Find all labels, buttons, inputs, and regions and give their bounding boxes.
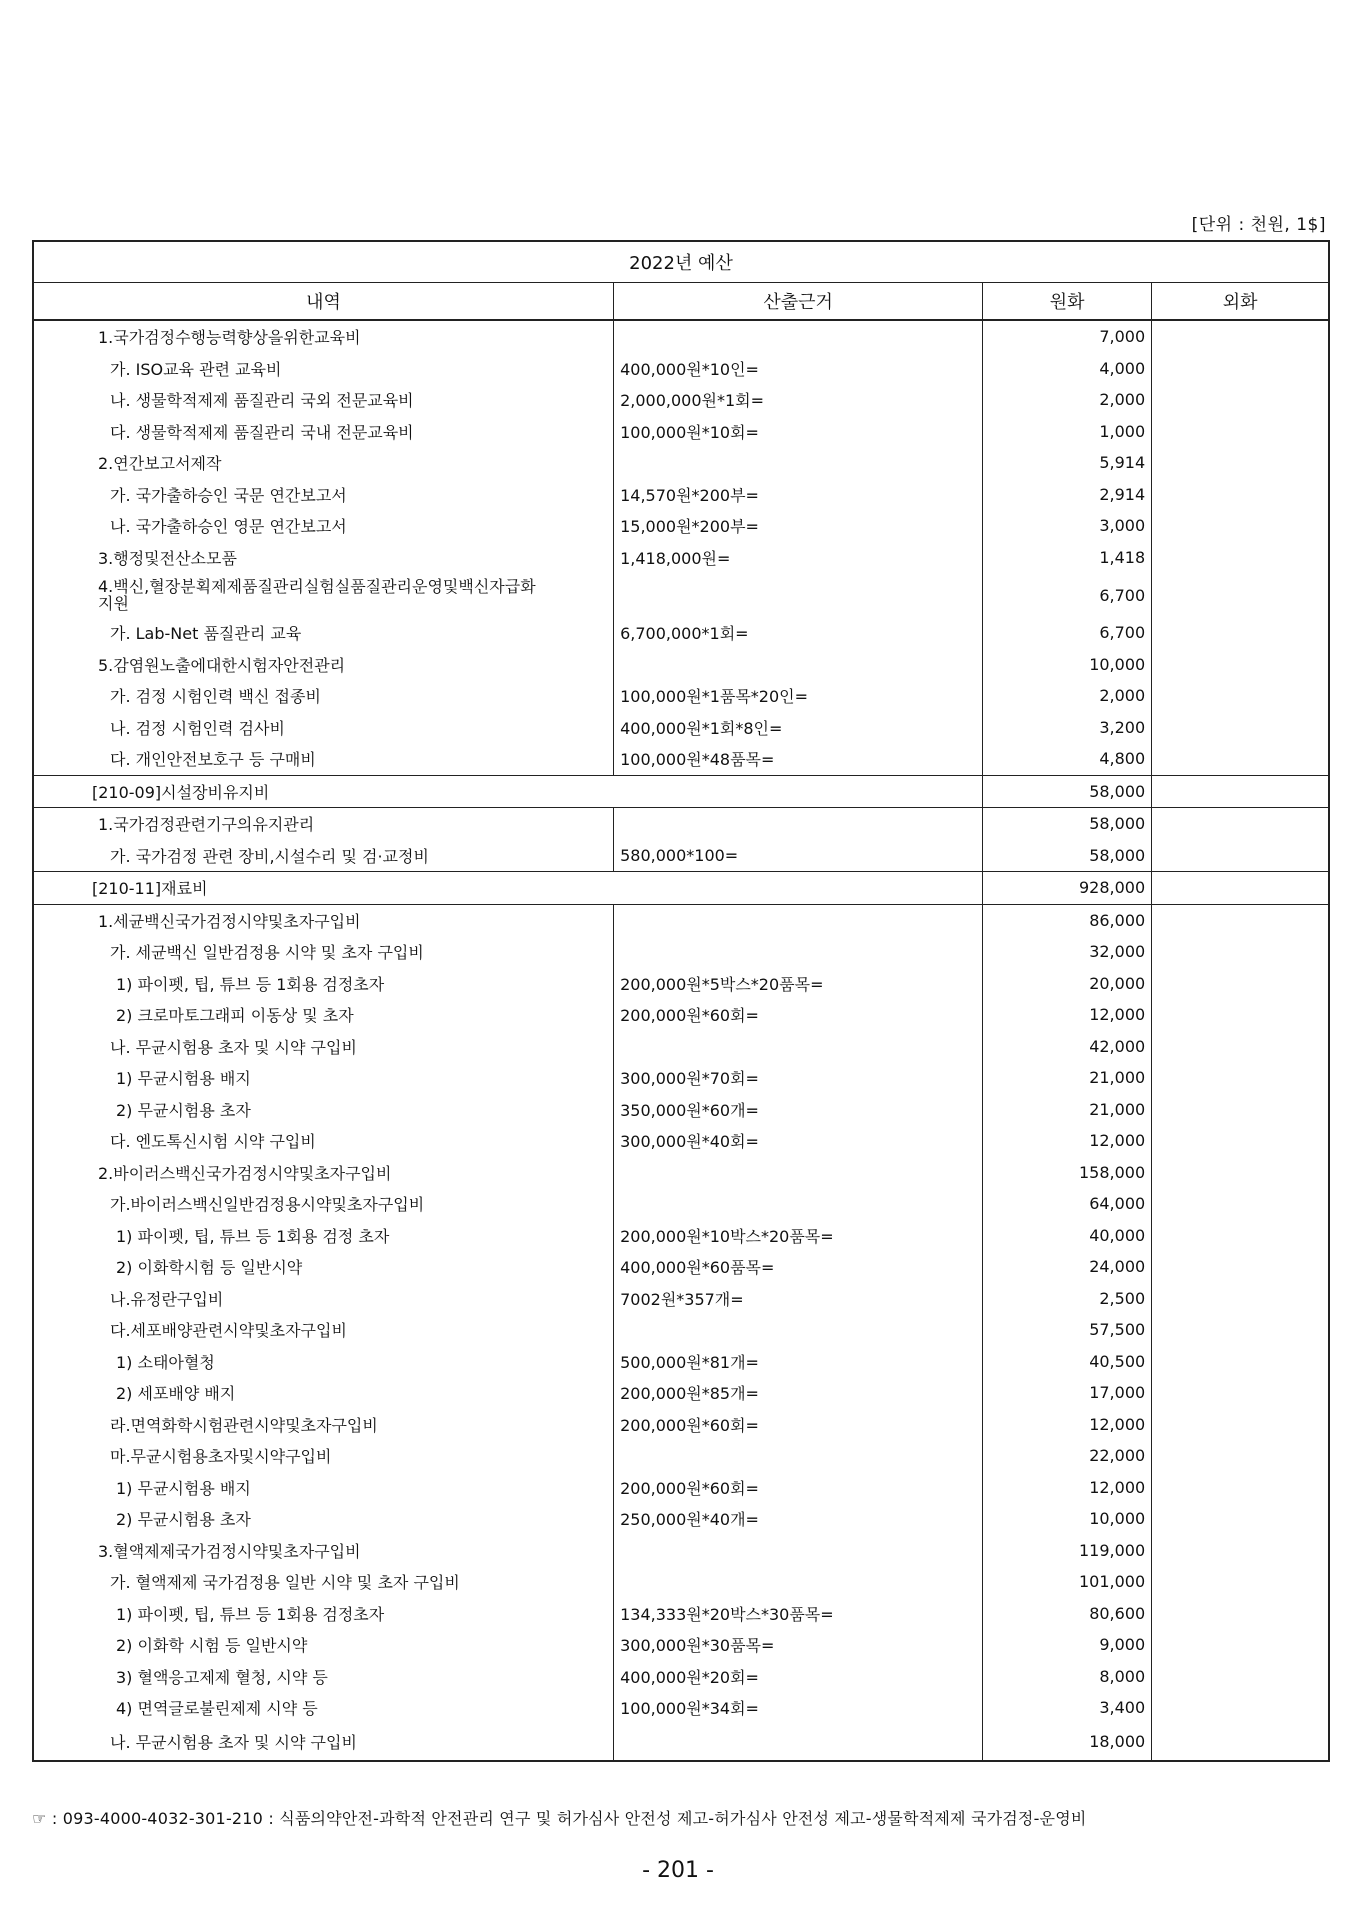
foreign-cell [1152, 712, 1329, 744]
basis-cell [614, 1031, 983, 1063]
krw-cell: 3,000 [983, 510, 1152, 542]
item-cell [33, 416, 614, 448]
item-cell [33, 617, 614, 649]
table-row [33, 573, 1329, 617]
table-row [33, 680, 1329, 712]
table-row [33, 936, 1329, 968]
basis-cell [614, 808, 983, 840]
basis-cell [614, 1535, 983, 1567]
basis-cell [614, 1188, 983, 1220]
item-text: 4) 면역글로불린제제 시약 등 [116, 1699, 318, 1719]
item-cell [33, 999, 614, 1031]
item-text: 1) 무균시험용 배지 [116, 1069, 251, 1089]
basis-cell [614, 936, 983, 968]
item-text: 3.혈액제제국가검정시약및초자구입비 [98, 1541, 361, 1561]
basis-cell [614, 1724, 983, 1761]
krw-cell: 42,000 [983, 1031, 1152, 1063]
krw-cell: 64,000 [983, 1188, 1152, 1220]
item-text: 1.국가검정관련기구의유지관리 [98, 815, 315, 835]
item-cell [33, 904, 614, 936]
foreign-cell [1152, 1629, 1329, 1661]
item-text: 2.연간보고서제작 [98, 454, 222, 474]
item-text: 가. 국가검정 관련 장비,시설수리 및 검·교정비 [110, 846, 429, 866]
item-text: 마.무균시험용초자및시약구입비 [110, 1447, 332, 1467]
item-cell [33, 1440, 614, 1472]
table-row [33, 416, 1329, 448]
item-cell [33, 1598, 614, 1630]
krw-cell: 10,000 [983, 649, 1152, 681]
basis-cell: 15,000원*200부= [614, 510, 983, 542]
foreign-cell [1152, 416, 1329, 448]
item-text: 나. 무균시험용 초자 및 시약 구입비 [110, 1733, 357, 1752]
foreign-cell [1152, 510, 1329, 542]
krw-cell: 20,000 [983, 968, 1152, 1000]
item-cell [33, 1661, 614, 1693]
foreign-cell [1152, 775, 1329, 808]
basis-cell: 200,000원*5박스*20품목= [614, 968, 983, 1000]
item-cell [33, 1220, 614, 1252]
table-row [33, 384, 1329, 416]
item-cell [33, 573, 614, 617]
item-text: 2) 이화학시험 등 일반시약 [116, 1258, 303, 1278]
basis-cell [614, 1314, 983, 1346]
krw-cell: 119,000 [983, 1535, 1152, 1567]
item-text: 4.백신,혈장분획제제품질관리실험실품질관리운영및백신자급화 [98, 577, 536, 596]
item-cell [33, 1062, 614, 1094]
item-text: 2) 이화학 시험 등 일반시약 [116, 1636, 308, 1656]
foreign-cell [1152, 808, 1329, 840]
item-text: 다. 개인안전보호구 등 구매비 [110, 750, 316, 770]
item-cell [33, 1251, 614, 1283]
basis-cell: 200,000원*60회= [614, 1409, 983, 1441]
foreign-cell [1152, 479, 1329, 511]
foreign-cell [1152, 1062, 1329, 1094]
basis-cell [614, 447, 983, 479]
foreign-cell [1152, 1472, 1329, 1504]
foreign-cell [1152, 542, 1329, 574]
table-row [33, 1188, 1329, 1220]
krw-cell: 928,000 [983, 872, 1152, 905]
basis-cell [614, 1440, 983, 1472]
krw-cell: 7,000 [983, 320, 1152, 353]
basis-cell: 200,000원*60회= [614, 1472, 983, 1504]
table-row [33, 1661, 1329, 1693]
basis-cell: 300,000원*40회= [614, 1125, 983, 1157]
table-row [33, 1377, 1329, 1409]
basis-cell: 100,000원*1품목*20인= [614, 680, 983, 712]
item-text: 가. ISO교육 관련 교육비 [110, 359, 282, 379]
item-text: 1) 파이펫, 팁, 튜브 등 1회용 검정초자 [116, 974, 385, 994]
table-row [33, 1472, 1329, 1504]
foreign-cell [1152, 384, 1329, 416]
basis-cell [614, 649, 983, 681]
unit-note: [단위 : 천원, 1$] [1191, 215, 1326, 235]
item-text: 나. 국가출하승인 영문 연간보고서 [110, 517, 347, 537]
item-text: 1.국가검정수행능력향상을위한교육비 [98, 328, 361, 348]
item-cell [33, 510, 614, 542]
krw-cell: 2,000 [983, 680, 1152, 712]
table-row [33, 1566, 1329, 1598]
item-cell [33, 447, 614, 479]
foreign-cell [1152, 1409, 1329, 1441]
foreign-cell [1152, 1503, 1329, 1535]
basis-cell [614, 904, 983, 936]
foreign-cell [1152, 904, 1329, 936]
foreign-cell [1152, 936, 1329, 968]
foreign-cell [1152, 1251, 1329, 1283]
item-text: 1) 파이펫, 팁, 튜브 등 1회용 검정 초자 [116, 1226, 390, 1246]
krw-cell: 58,000 [983, 808, 1152, 840]
krw-cell: 58,000 [983, 840, 1152, 872]
item-cell [33, 712, 614, 744]
foreign-cell [1152, 1220, 1329, 1252]
col-header-basis: 산출근거 [614, 283, 983, 321]
table-row [33, 1062, 1329, 1094]
item-cell [33, 775, 983, 808]
item-text: 나.유정란구입비 [110, 1289, 224, 1309]
foreign-cell [1152, 320, 1329, 353]
basis-cell: 350,000원*60개= [614, 1094, 983, 1126]
item-cell [33, 542, 614, 574]
basis-cell: 200,000원*60회= [614, 999, 983, 1031]
item-cell [33, 1377, 614, 1409]
table-row [33, 1692, 1329, 1724]
item-cell [33, 384, 614, 416]
basis-cell: 1,418,000원= [614, 542, 983, 574]
krw-cell: 8,000 [983, 1661, 1152, 1693]
item-text: 가. 국가출하승인 국문 연간보고서 [110, 485, 347, 505]
basis-cell: 400,000원*10인= [614, 353, 983, 385]
foreign-cell [1152, 1598, 1329, 1630]
col-header-item: 내역 [33, 283, 614, 321]
item-cell [33, 1692, 614, 1724]
item-cell [33, 872, 983, 905]
item-cell [33, 479, 614, 511]
table-row [33, 1314, 1329, 1346]
item-cell [33, 1157, 614, 1189]
krw-cell: 6,700 [983, 573, 1152, 617]
table-row [33, 542, 1329, 574]
basis-cell: 100,000원*10회= [614, 416, 983, 448]
basis-cell [614, 573, 983, 617]
basis-cell: 200,000원*10박스*20품목= [614, 1220, 983, 1252]
year-header: 2022년 예산 [33, 241, 1329, 283]
basis-cell: 250,000원*40개= [614, 1503, 983, 1535]
krw-cell: 86,000 [983, 904, 1152, 936]
basis-cell [614, 320, 983, 353]
item-cell [33, 1031, 614, 1063]
item-cell [33, 968, 614, 1000]
basis-cell: 400,000원*20회= [614, 1661, 983, 1693]
krw-cell: 58,000 [983, 775, 1152, 808]
item-text: 3) 혈액응고제제 혈청, 시약 등 [116, 1667, 328, 1687]
basis-cell: 134,333원*20박스*30품목= [614, 1598, 983, 1630]
item-text: 5.감염원노출에대한시험자안전관리 [98, 655, 346, 675]
foreign-cell [1152, 1094, 1329, 1126]
item-text: 다.세포배양관련시약및초자구입비 [110, 1321, 347, 1341]
item-text: 1) 파이펫, 팁, 튜브 등 1회용 검정초자 [116, 1604, 385, 1624]
krw-cell: 4,800 [983, 743, 1152, 775]
krw-cell: 6,700 [983, 617, 1152, 649]
item-cell [33, 1724, 614, 1761]
foreign-cell [1152, 1031, 1329, 1063]
krw-cell: 5,914 [983, 447, 1152, 479]
krw-cell: 22,000 [983, 1440, 1152, 1472]
basis-cell: 400,000원*60품목= [614, 1251, 983, 1283]
foreign-cell [1152, 1535, 1329, 1567]
foreign-cell [1152, 1661, 1329, 1693]
krw-cell: 21,000 [983, 1062, 1152, 1094]
table-row [33, 479, 1329, 511]
krw-cell: 3,400 [983, 1692, 1152, 1724]
item-cell [33, 743, 614, 775]
item-cell [33, 320, 614, 353]
item-cell [33, 1503, 614, 1535]
table-row [33, 1346, 1329, 1378]
krw-cell: 24,000 [983, 1251, 1152, 1283]
page-number: - 201 - [642, 1858, 714, 1883]
basis-cell: 14,570원*200부= [614, 479, 983, 511]
table-row [33, 1409, 1329, 1441]
table-row [33, 968, 1329, 1000]
foreign-cell [1152, 680, 1329, 712]
item-text: 1) 소태아혈청 [116, 1352, 215, 1372]
table-row [33, 1094, 1329, 1126]
item-cell [33, 1535, 614, 1567]
table-row [33, 617, 1329, 649]
section-row [33, 775, 1329, 808]
table-row [33, 1157, 1329, 1189]
item-cell [33, 840, 614, 872]
item-text: [210-11]재료비 [92, 879, 208, 899]
footnote: ☞ : 093-4000-4032-301-210 : 식품의약안전-과학적 안전관리 연구 및 허가심사 안전성 제고-허가심사 안전성 제고-생물학적제제 국가검정-운영비 [32, 1809, 1087, 1828]
item-text: 2) 크로마토그래피 이동상 및 초자 [116, 1006, 354, 1026]
krw-cell: 2,500 [983, 1283, 1152, 1315]
foreign-cell [1152, 872, 1329, 905]
foreign-cell [1152, 353, 1329, 385]
basis-cell: 7002원*357개= [614, 1283, 983, 1315]
foreign-cell [1152, 999, 1329, 1031]
basis-cell: 300,000원*30품목= [614, 1629, 983, 1661]
foreign-cell [1152, 1125, 1329, 1157]
krw-cell: 12,000 [983, 1472, 1152, 1504]
item-text: 나. 검정 시험인력 검사비 [110, 718, 285, 738]
krw-cell: 2,000 [983, 384, 1152, 416]
krw-cell: 1,418 [983, 542, 1152, 574]
section-row [33, 872, 1329, 905]
basis-cell: 400,000원*1회*8인= [614, 712, 983, 744]
foreign-cell [1152, 1440, 1329, 1472]
item-text: 나. 무균시험용 초자 및 시약 구입비 [110, 1037, 357, 1057]
basis-cell [614, 1157, 983, 1189]
item-cell [33, 1188, 614, 1220]
krw-cell: 101,000 [983, 1566, 1152, 1598]
foreign-cell [1152, 1346, 1329, 1378]
krw-cell: 12,000 [983, 1409, 1152, 1441]
krw-cell: 9,000 [983, 1629, 1152, 1661]
foreign-cell [1152, 617, 1329, 649]
krw-cell: 57,500 [983, 1314, 1152, 1346]
krw-cell: 10,000 [983, 1503, 1152, 1535]
table-row [33, 1283, 1329, 1315]
budget-table [32, 240, 1330, 1762]
item-cell [33, 680, 614, 712]
item-text: 1.세균백신국가검정시약및초자구입비 [98, 911, 361, 931]
item-cell [33, 936, 614, 968]
table-row [33, 649, 1329, 681]
krw-cell: 12,000 [983, 999, 1152, 1031]
foreign-cell [1152, 1157, 1329, 1189]
item-text: 가.바이러스백신일반검정용시약및초자구입비 [110, 1195, 425, 1215]
table-row [33, 840, 1329, 872]
basis-cell: 300,000원*70회= [614, 1062, 983, 1094]
basis-cell: 580,000*100= [614, 840, 983, 872]
table-row [33, 1503, 1329, 1535]
krw-cell: 17,000 [983, 1377, 1152, 1409]
table-row [33, 1535, 1329, 1567]
item-text: 1) 무균시험용 배지 [116, 1478, 251, 1498]
basis-cell: 200,000원*85개= [614, 1377, 983, 1409]
foreign-cell [1152, 1566, 1329, 1598]
foreign-cell [1152, 743, 1329, 775]
table-row [33, 1125, 1329, 1157]
krw-cell: 1,000 [983, 416, 1152, 448]
col-header-foreign: 외화 [1152, 283, 1329, 321]
krw-cell: 2,914 [983, 479, 1152, 511]
foreign-cell [1152, 1724, 1329, 1761]
foreign-cell [1152, 447, 1329, 479]
item-text: 가. 혈액제제 국가검정용 일반 시약 및 초자 구입비 [110, 1573, 460, 1593]
table-row [33, 320, 1329, 353]
table-row [33, 1724, 1329, 1761]
table-row [33, 447, 1329, 479]
basis-cell: 500,000원*81개= [614, 1346, 983, 1378]
krw-cell: 3,200 [983, 712, 1152, 744]
item-cell [33, 649, 614, 681]
item-text: 다. 엔도톡신시험 시약 구입비 [110, 1132, 316, 1152]
basis-cell: 2,000,000원*1회= [614, 384, 983, 416]
table-row [33, 1440, 1329, 1472]
table-row [33, 510, 1329, 542]
item-text: 2.바이러스백신국가검정시약및초자구입비 [98, 1163, 392, 1183]
basis-cell [614, 1566, 983, 1598]
item-cell [33, 1472, 614, 1504]
item-text: 다. 생물학적제제 품질관리 국내 전문교육비 [110, 422, 414, 442]
table-row [33, 1031, 1329, 1063]
foreign-cell [1152, 573, 1329, 617]
item-cell [33, 808, 614, 840]
table-row [33, 904, 1329, 936]
item-cell [33, 1314, 614, 1346]
table-row [33, 1251, 1329, 1283]
krw-cell: 18,000 [983, 1724, 1152, 1761]
item-cell [33, 1125, 614, 1157]
item-cell [33, 1409, 614, 1441]
item-cell [33, 1346, 614, 1378]
item-text: 2) 무균시험용 초자 [116, 1100, 251, 1120]
table-row [33, 808, 1329, 840]
foreign-cell [1152, 1283, 1329, 1315]
item-text: 2) 무균시험용 초자 [116, 1510, 251, 1530]
item-text: 2) 세포배양 배지 [116, 1384, 236, 1404]
table-row [33, 1220, 1329, 1252]
item-text: 3.행정및전산소모품 [98, 548, 237, 568]
foreign-cell [1152, 1692, 1329, 1724]
basis-cell: 100,000원*34회= [614, 1692, 983, 1724]
table-row [33, 1629, 1329, 1661]
krw-cell: 32,000 [983, 936, 1152, 968]
item-text: 가. Lab-Net 품질관리 교육 [110, 624, 302, 644]
foreign-cell [1152, 1188, 1329, 1220]
foreign-cell [1152, 840, 1329, 872]
foreign-cell [1152, 1314, 1329, 1346]
item-text: 라.면역화학시험관련시약및초자구입비 [110, 1415, 378, 1435]
table-row [33, 743, 1329, 775]
krw-cell: 40,500 [983, 1346, 1152, 1378]
column-header-row [33, 283, 1329, 321]
foreign-cell [1152, 968, 1329, 1000]
col-header-krw: 원화 [983, 283, 1152, 321]
krw-cell: 40,000 [983, 1220, 1152, 1252]
item-text: 가. 검정 시험인력 백신 접종비 [110, 687, 321, 707]
krw-cell: 158,000 [983, 1157, 1152, 1189]
item-text: 가. 세균백신 일반검정용 시약 및 초자 구입비 [110, 943, 424, 963]
item-cell [33, 353, 614, 385]
foreign-cell [1152, 1377, 1329, 1409]
table-row [33, 999, 1329, 1031]
item-cell [33, 1566, 614, 1598]
krw-cell: 12,000 [983, 1125, 1152, 1157]
basis-cell: 6,700,000*1회= [614, 617, 983, 649]
krw-cell: 80,600 [983, 1598, 1152, 1630]
item-cell [33, 1283, 614, 1315]
table-row [33, 1598, 1329, 1630]
foreign-cell [1152, 649, 1329, 681]
item-cell [33, 1629, 614, 1661]
table-row [33, 353, 1329, 385]
item-text: 나. 생물학적제제 품질관리 국외 전문교육비 [110, 391, 414, 411]
basis-cell: 100,000원*48품목= [614, 743, 983, 775]
krw-cell: 4,000 [983, 353, 1152, 385]
table-row [33, 712, 1329, 744]
item-text-continued: 지원 [98, 594, 129, 613]
item-cell [33, 1094, 614, 1126]
krw-cell: 21,000 [983, 1094, 1152, 1126]
item-text: [210-09]시설장비유지비 [92, 782, 270, 802]
